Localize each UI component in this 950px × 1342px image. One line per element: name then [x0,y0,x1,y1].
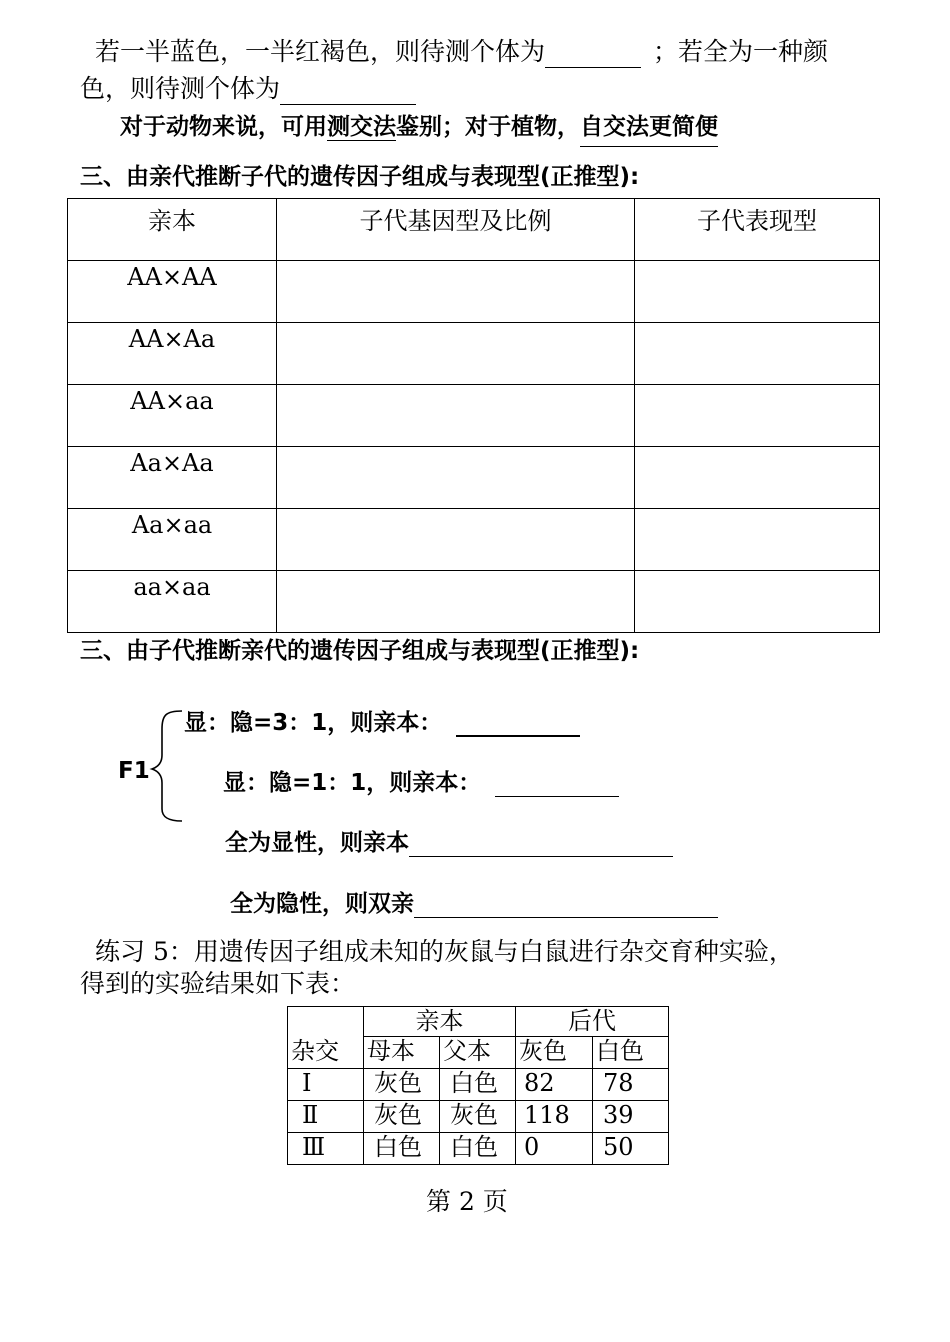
note-underlined-selfcross: 自交法更简便 [580,114,718,147]
phenotype-answer-cell[interactable] [635,261,880,323]
f1-label: F1 [118,758,150,784]
phenotype-answer-cell[interactable] [635,447,880,509]
header-gray: 灰色 [516,1037,593,1069]
header-cross: 杂交 [288,1037,364,1069]
table-header-row [68,199,880,261]
header-offspring-genotype: 子代基因型及比例 [277,199,635,261]
genotype-answer-cell[interactable] [277,571,635,633]
table-row [288,1133,669,1165]
empty-corner-cell [288,1007,364,1037]
phenotype-answer-cell[interactable] [635,571,880,633]
genotype-answer-cell[interactable] [277,509,635,571]
father-cell: 白色 [440,1133,516,1165]
case-all-recessive [230,881,718,918]
mother-cell: 灰色 [364,1101,440,1133]
case-1-to-1 [223,758,619,797]
method-note [120,112,718,142]
cross-id-cell: Ⅱ [288,1101,364,1133]
intro-line-1 [95,36,828,68]
white-count-cell: 39 [593,1101,669,1133]
cross-cell: AA×aa [68,385,277,447]
table-row [68,323,880,385]
cross-id-cell: Ⅰ [288,1069,364,1101]
exercise-line-2: 得到的实验结果如下表： [80,969,356,998]
page-number: 第 2 页 [426,1187,508,1216]
section-heading-forward: 三、由亲代推断子代的遗传因子组成与表现型(正推型): [80,164,640,190]
table-row [68,261,880,323]
intro-line-2 [80,68,416,105]
note-text-3: 鉴别；对于植物， [396,114,580,140]
answer-blank-2[interactable] [280,68,416,105]
group-offspring: 后代 [516,1007,669,1037]
phenotype-answer-cell[interactable] [635,323,880,385]
case-all-dominant [225,820,673,857]
father-cell: 灰色 [440,1101,516,1133]
genotype-answer-cell[interactable] [277,447,635,509]
gray-count-cell: 0 [516,1133,593,1165]
intro-text-c: 色，则待测个体为 [80,74,281,103]
header-father: 父本 [440,1037,516,1069]
gray-count-cell: 118 [516,1101,593,1133]
answer-blank-5[interactable] [409,820,673,857]
cross-cell: aa×aa [68,571,277,633]
intro-text-a: 若一半蓝色，一半红褐色，则待测个体为 [95,37,546,66]
case-all-dominant-text: 全为显性，则亲本 [225,830,409,856]
answer-blank-1[interactable] [545,39,641,68]
table-row [68,447,880,509]
table-row [68,571,880,633]
cross-id-cell: Ⅲ [288,1133,364,1165]
case-3-to-1 [184,697,580,737]
curly-brace-icon [146,705,186,825]
answer-blank-3[interactable] [456,697,580,737]
cross-results-table [287,1006,669,1165]
cross-cell: AA×Aa [68,323,277,385]
case-1-to-1-text: 显：隐=1：1，则亲本： [223,770,482,796]
table-group-header-row [288,1007,669,1037]
cross-cell: Aa×Aa [68,447,277,509]
table-header-row [288,1037,669,1069]
header-offspring-phenotype: 子代表现型 [635,199,880,261]
mother-cell: 白色 [364,1133,440,1165]
parent-offspring-table [67,198,880,633]
cross-cell: Aa×aa [68,509,277,571]
header-parent: 亲本 [68,199,277,261]
table-row [68,509,880,571]
table-row [68,385,880,447]
table-row [288,1069,669,1101]
white-count-cell: 78 [593,1069,669,1101]
phenotype-answer-cell[interactable] [635,509,880,571]
note-text-1: 对于动物来说，可用 [120,114,327,140]
cross-cell: AA×AA [68,261,277,323]
answer-blank-6[interactable] [414,881,718,918]
group-parent: 亲本 [364,1007,516,1037]
phenotype-answer-cell[interactable] [635,385,880,447]
case-3-to-1-text: 显：隐=3：1，则亲本： [184,710,443,736]
mother-cell: 灰色 [364,1069,440,1101]
gray-count-cell: 82 [516,1069,593,1101]
table-row [288,1101,669,1133]
answer-blank-4[interactable] [495,758,619,797]
header-white: 白色 [593,1037,669,1069]
genotype-answer-cell[interactable] [277,385,635,447]
note-underlined-testcross: 测交法 [327,114,396,140]
father-cell: 白色 [440,1069,516,1101]
exercise-line-1: 练习 5：用遗传因子组成未知的灰鼠与白鼠进行杂交育种实验， [95,937,794,966]
white-count-cell: 50 [593,1133,669,1165]
section-heading-reverse: 三、由子代推断亲代的遗传因子组成与表现型(正推型): [80,638,640,664]
genotype-answer-cell[interactable] [277,261,635,323]
intro-text-b: ；若全为一种颜 [653,37,829,66]
header-mother: 母本 [364,1037,440,1069]
genotype-answer-cell[interactable] [277,323,635,385]
case-all-recessive-text: 全为隐性，则双亲 [230,891,414,917]
